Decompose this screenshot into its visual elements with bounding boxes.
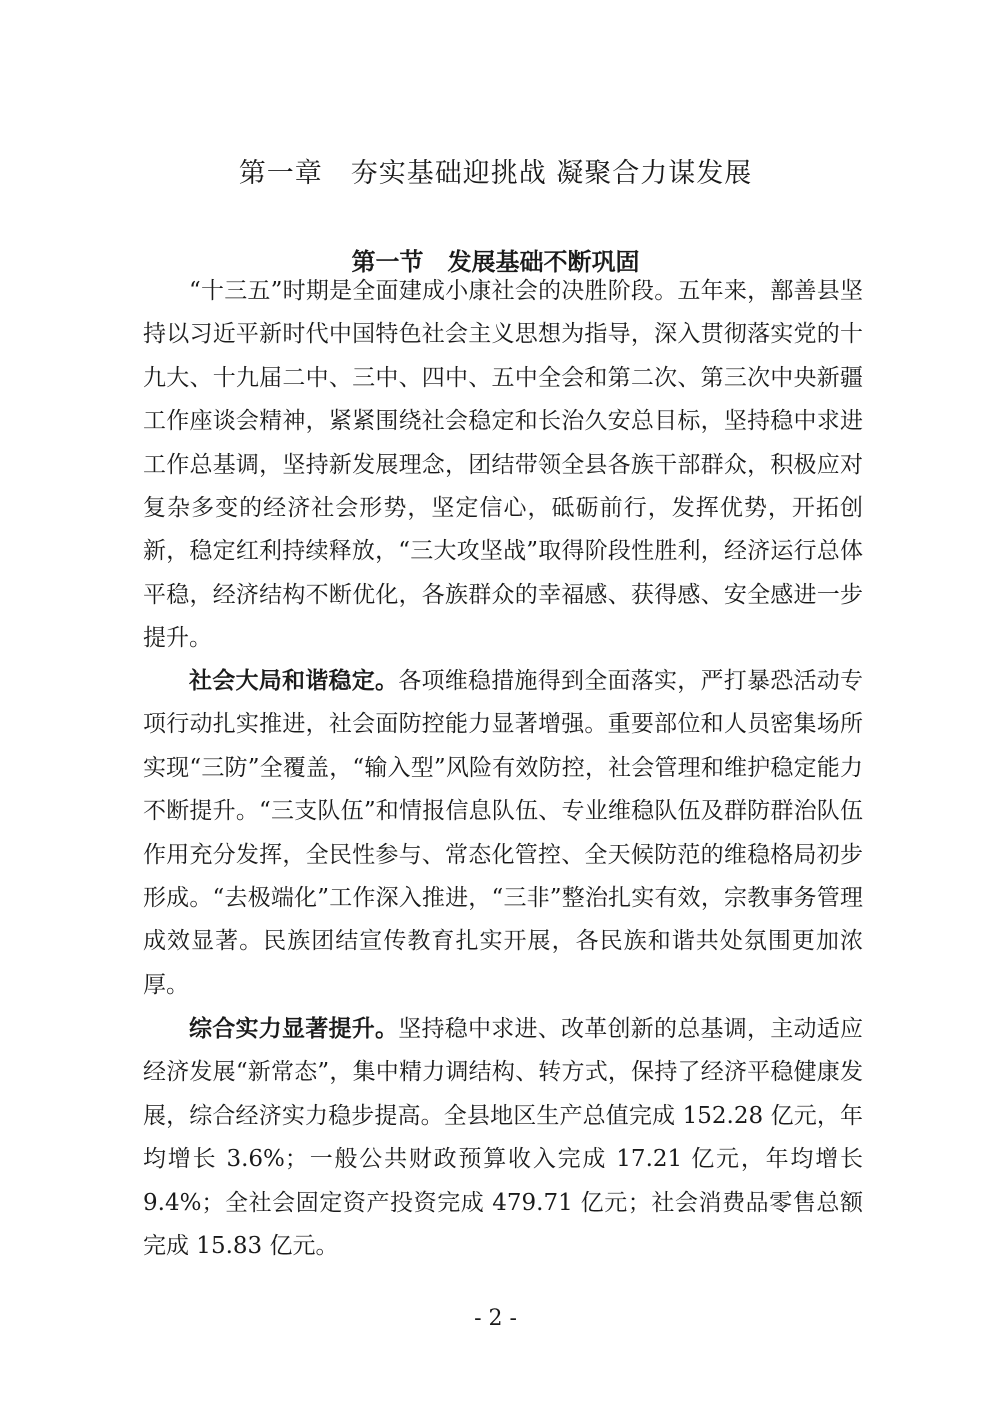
page-number: - 2 - <box>474 1306 517 1331</box>
paragraph-lead: 综合实力显著提升。 <box>189 1016 399 1042</box>
chapter-title: 第一章 夯实基础迎挑战 凝聚合力谋发展 <box>238 158 753 190</box>
paragraph-body: 各项维稳措施得到全面落实，严打暴恐活动专项行动扎实推进，社会面防控能力显著增强。重要部位和人员密集场所实现“三防”全覆盖，“输入型”风险有效防控，社会管理和维护稳定能力不断提升。“三支队伍”和情报信息队伍、专业维稳队伍及群防群治队伍作用充分发挥，全民性参与、常态化管控、全天候防范的维稳格局初步形成。“去极端化”工作深入推进，“三非”整治扎实有效，宗教事务管理成效显著。民族团结宣传教育扎实开展，各民族和谐共处氛围更加浓厚。 <box>143 668 863 998</box>
paragraph-intro <box>143 270 863 661</box>
paragraph-overall-strength <box>143 1008 863 1268</box>
paragraph-body: 坚持稳中求进、改革创新的总基调，主动适应经济发展“新常态”，集中精力调结构、转方式，保持了经济平稳健康发展，综合经济实力稳步提高。全县地区生产总值完成 152.28 亿元，年均增长 3.6%；一般公共财政预算收入完成 17.21 亿元，年均增长 9.4%；全社会固定资产投资完成 479.71 亿元；社会消费品零售总额完成 15.83 亿元。 <box>143 1016 863 1260</box>
section-title: 第一节 发展基础不断巩固 <box>351 247 640 276</box>
paragraph-body: “十三五”时期是全面建成小康社会的决胜阶段。五年来，鄯善县坚持以习近平新时代中国特色社会主义思想为指导，深入贯彻落实党的十九大、十九届二中、三中、四中、五中全会和第二次、第三次中央新疆工作座谈会精神，紧紧围绕社会稳定和长治久安总目标，坚持稳中求进工作总基调，坚持新发展理念，团结带领全县各族干部群众，积极应对复杂多变的经济社会形势，坚定信心，砥砺前行，发挥优势，开拓创新，稳定红利持续释放，“三大攻坚战”取得阶段性胜利，经济运行总体平稳，经济结构不断优化，各族群众的幸福感、获得感、安全感进一步提升。 <box>143 278 863 652</box>
paragraph-social-stability <box>143 660 863 1007</box>
paragraph-lead: 社会大局和谐稳定。 <box>189 668 399 694</box>
